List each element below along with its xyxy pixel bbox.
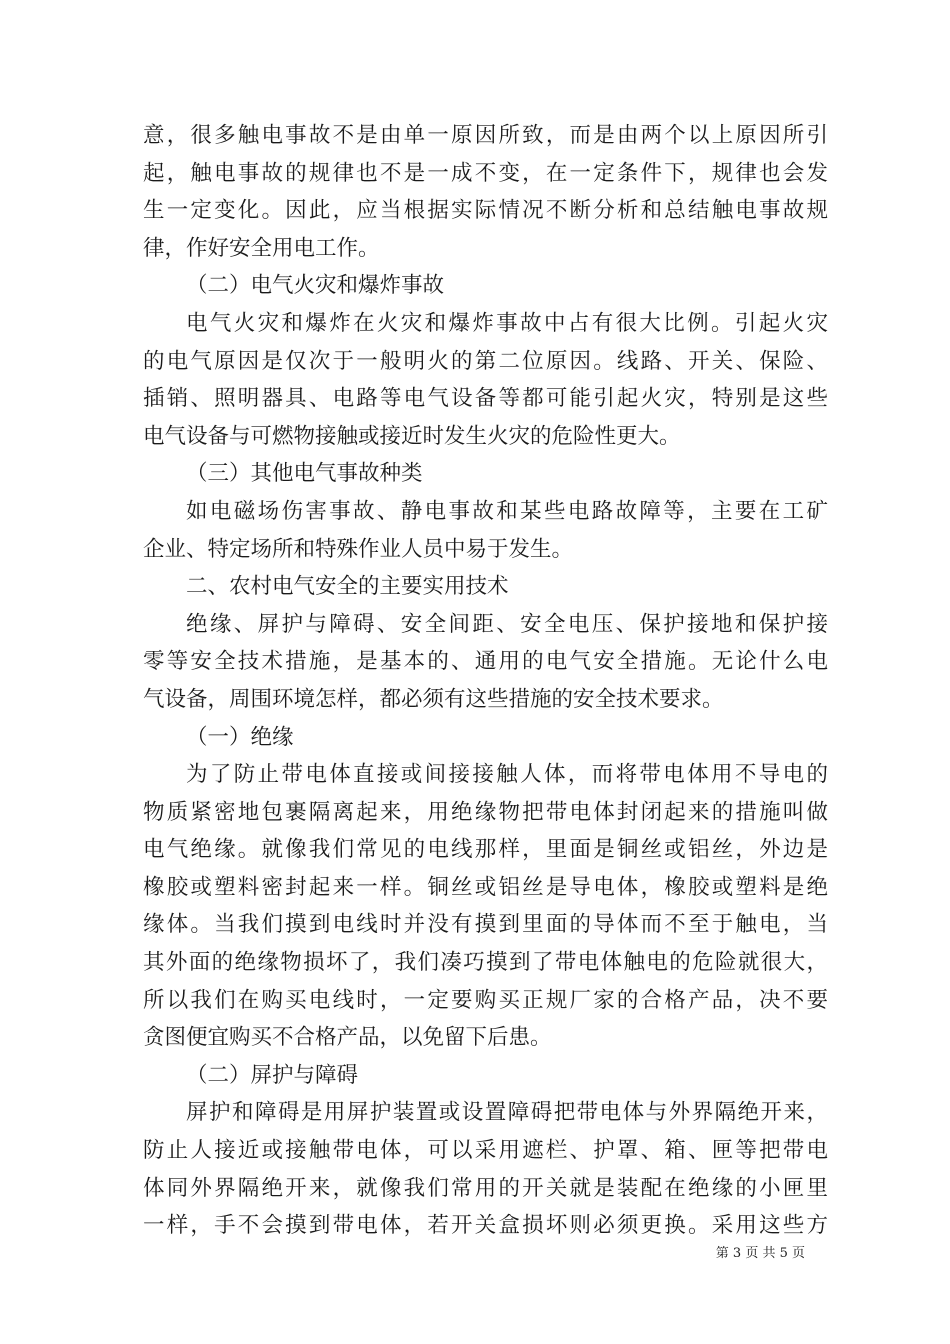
document-body xyxy=(143,117,828,1245)
text-line: 缘体。当我们摸到电线时并没有摸到里面的导体而不至于触电，当 xyxy=(143,912,828,938)
text-line: （一）绝缘 xyxy=(186,724,294,750)
text-line: 电气设备与可燃物接触或接近时发生火灾的危险性更大。 xyxy=(143,423,681,449)
text-line: 绝缘、屏护与障碍、安全间距、安全电压、保护接地和保护接 xyxy=(186,611,828,637)
text-line: 电气火灾和爆炸在火灾和爆炸事故中占有很大比例。引起火灾 xyxy=(186,310,828,336)
text-line: 贪图便宜购买不合格产品，以免留下后患。 xyxy=(143,1025,552,1051)
text-line: 意，很多触电事故不是由单一原因所致，而是由两个以上原因所引 xyxy=(143,123,828,148)
text-line: （三）其他电气事故种类 xyxy=(186,461,423,487)
text-line: 电气绝缘。就像我们常见的电线那样，里面是铜丝或铝丝，外边是 xyxy=(143,837,828,863)
text-line: 其外面的绝缘物损坏了，我们凑巧摸到了带电体触电的危险就很大， xyxy=(143,950,828,976)
text-line: 的电气原因是仅次于一般明火的第二位原因。线路、开关、保险、 xyxy=(143,348,828,374)
text-line: 二、农村电气安全的主要实用技术 xyxy=(186,574,509,600)
text-line: 物质紧密地包裹隔离起来，用绝缘物把带电体封闭起来的措施叫做 xyxy=(143,799,828,825)
page-number-footer: 第 3 页 共 5 页 xyxy=(715,1246,805,1261)
text-line: 零等安全技术措施，是基本的、通用的电气安全措施。无论什么电 xyxy=(143,649,828,675)
text-line: 为了防止带电体直接或间接接触人体，而将带电体用不导电的 xyxy=(186,762,828,788)
text-line: （二）屏护与障碍 xyxy=(186,1062,359,1088)
text-line: 所以我们在购买电线时，一定要购买正规厂家的合格产品，决不要 xyxy=(143,987,828,1013)
text-line: 插销、照明器具、电路等电气设备等都可能引起火灾，特别是这些 xyxy=(143,386,828,412)
text-line: 生一定变化。因此，应当根据实际情况不断分析和总结触电事故规 xyxy=(143,198,828,224)
text-line: 律，作好安全用电工作。 xyxy=(143,235,380,261)
text-line: 如电磁场伤害事故、静电事故和某些电路故障等，主要在工矿 xyxy=(186,498,828,524)
text-line: 防止人接近或接触带电体，可以采用遮栏、护罩、箱、匣等把带电 xyxy=(143,1138,828,1164)
text-line: 企业、特定场所和特殊作业人员中易于发生。 xyxy=(143,536,574,562)
text-line: 气设备，周围环境怎样，都必须有这些措施的安全技术要求。 xyxy=(143,686,724,712)
text-line: 橡胶或塑料密封起来一样。铜丝或铝丝是导电体，橡胶或塑料是绝 xyxy=(143,874,828,900)
text-line: 体同外界隔绝开来，就像我们常用的开关就是装配在绝缘的小匣里 xyxy=(143,1175,828,1201)
text-line: 起，触电事故的规律也不是一成不变，在一定条件下，规律也会发 xyxy=(143,160,828,186)
text-line: 屏护和障碍是用屏护装置或设置障碍把带电体与外界隔绝开来， xyxy=(186,1100,828,1126)
text-line: 一样，手不会摸到带电体，若开关盒损坏则必须更换。采用这些方 xyxy=(143,1213,828,1239)
text-line: （二）电气火灾和爆炸事故 xyxy=(186,273,445,299)
